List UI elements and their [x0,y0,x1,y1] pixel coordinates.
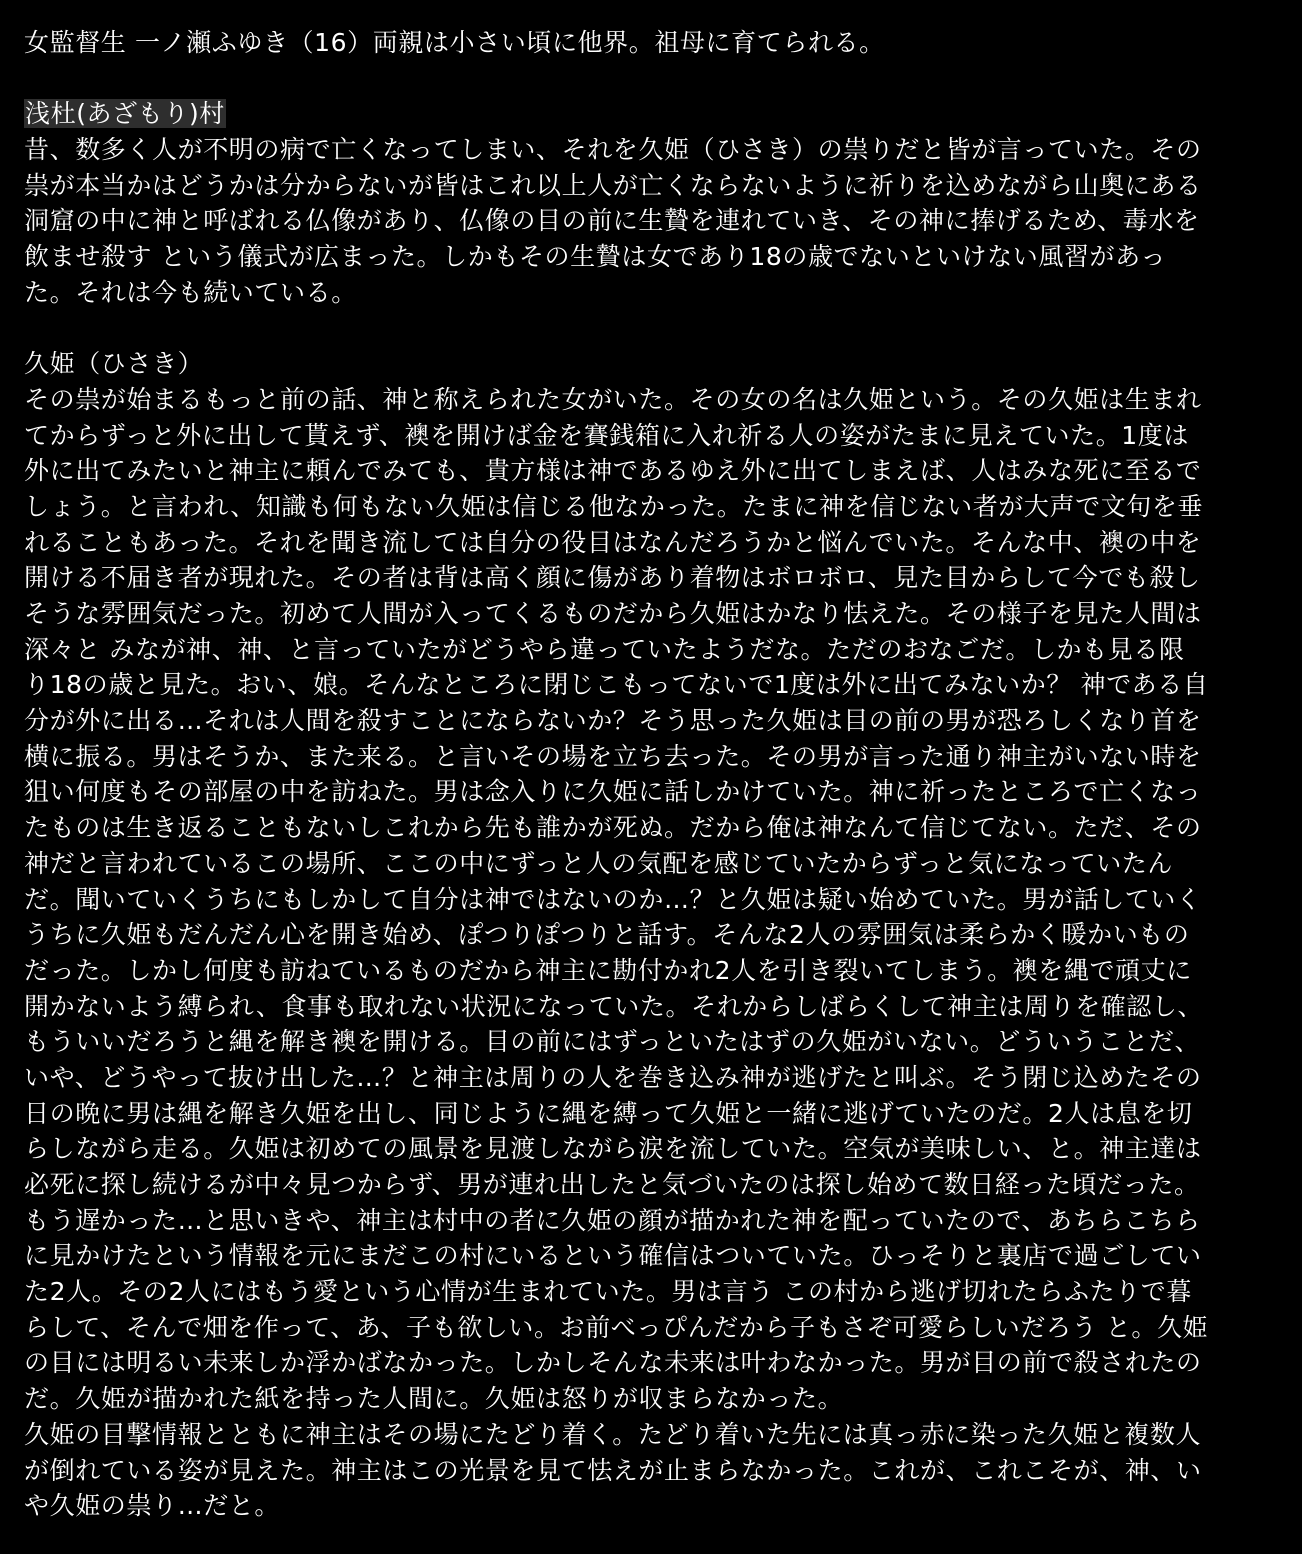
hisaki-line: 分が外に出る…それは人間を殺すことにならないか？そう思った久姫は目の前の男が恐ろしくなり首を [24,706,1202,736]
blank-line [24,311,1264,347]
hisaki-line: た2人。その2人にはもう愛という心情が生まれていた。男は言う この村から逃げ切れたらふたりで暮 [24,1277,1192,1307]
hisaki-line: その祟が始まるもっと前の話、神と称えられた女がいた。その女の名は久姫という。その久姫は生まれ [24,384,1202,414]
intro-line: 女監督生 一ノ瀬ふゆき（16）両親は小さい頃に他界。祖母に育てられる。 [24,28,885,57]
hisaki-line: 開ける不届き者が現れた。その者は背は高く顔に傷があり着物はボロボロ、見た目からして今でも殺し [24,563,1201,593]
hisaki-line: しょう。と言われ、知識も何もない久姫は信じる他なかった。たまに神を信じない者が大声で文句を垂 [24,491,1204,521]
hisaki-line: もう遅かった…と思いきや、神主は村中の者に久姫の顔が描かれた神を配っていたので、あちらこちら [24,1205,1201,1235]
hisaki-line: だ。久姫が描かれた紙を持った人間に。久姫は怒りが収まらなかった。 [24,1384,844,1414]
hisaki-line: らしながら走る。久姫は初めての風景を見渡しながら涙を流していた。空気が美味しい、と。神主達は [24,1134,1202,1164]
hisaki-line: だ。聞いていくうちにもしかして自分は神ではないのか…？と久姫は疑い始めていた。男が話していく [24,884,1202,914]
hisaki-line: らして、そんで畑を作って、あ、子も欲しい。お前べっぴんだから子もさぞ可愛らしいだろう と。久姫 [24,1312,1209,1342]
hisaki-line: 日の晩に男は縄を解き久姫を出し、同じように縄を縛って久姫と一緒に逃げていたのだ。2人は息を切 [24,1098,1193,1128]
hisaki-line: 開かないよう縛られ、食事も取れない状況になっていた。それからしばらくして神主は周りを確認し、 [24,991,1204,1021]
hisaki-line: 神だと言われているこの場所、ここの中にずっと人の気配を感じていたからずっと気になっていたん [24,848,1174,878]
hisaki-line: 横に振る。男はそうか、また来る。と言いその場を立ち去った。その男が言った通り神主がいない時を [24,741,1202,771]
hisaki-line: に見かけたという情報を元にまだこの村にいるという確信はついていた。ひっそりと裏店で過ごしてい [24,1241,1202,1271]
hisaki-line: れることもあった。それを聞き流しては自分の役目はなんだろうかと悩んでいた。そんな中、襖の中を [24,527,1202,557]
hisaki-line: が倒れている姿が見えた。神主はこの光景を見て怯えが止まらなかった。これが、これこそが、神、い [24,1455,1202,1485]
hisaki-line: そうな雰囲気だった。初めて人間が入ってくるものだから久姫はかなり怯えた。その様子を見た人間は [24,599,1202,628]
village-line: た。それは今も続いている。 [24,277,357,307]
hisaki-heading: 久姫（ひさき） [24,349,204,379]
hisaki-line: 外に出てみたいと神主に頼んでみても、貴方様は神であるゆえ外に出てしまえば、人はみな死に至るで [24,456,1202,486]
village-line: 昔、数多く人が不明の病で亡くなってしまい、それを久姫（ひさき）の祟りだと皆が言っていた。その [24,135,1202,165]
hisaki-line: だった。しかし何度も訪ねているものだから神主に勘付かれ2人を引き裂いてしまう。襖を縄で頑丈に [24,955,1192,985]
hisaki-line: うちに久姫もだんだん心を開き始め、ぽつりぽつりと話す。そんな2人の雰囲気は柔らかく暖かいもの [24,920,1190,950]
hisaki-line: 久姫の目撃情報とともに神主はその場にたどり着く。たどり着いた先には真っ赤に染った久姫と複数人 [24,1419,1202,1449]
hisaki-line: や久姫の祟り…だと。 [24,1491,281,1521]
hisaki-line: 深々と みなが神、神、と言っていたがどうやら違っていたようだな。ただのおなごだ。しかも見る限 [24,634,1185,664]
hisaki-line: り18の歳と見た。おい、娘。そんなところに閉じこもってないで1度は外に出てみないか？ 神である自 [24,670,1209,700]
hisaki-line: 狙い何度もその部屋の中を訪ねた。男は念入りに久姫に話しかけていた。神に祈ったところで亡くなっ [24,777,1202,807]
hisaki-line: いや、どうやって抜け出した…？と神主は周りの人を巻き込み神が逃げたと叫ぶ。そう閉じ込めたその [24,1062,1202,1092]
hisaki-line: の目には明るい未来しか浮かばなかった。しかしそんな未来は叶わなかった。男が目の前で殺されたの [24,1348,1202,1378]
village-line: 飲ませ殺す という儀式が広まった。しかもその生贄は女であり18の歳でないといけない風習があっ [24,242,1167,272]
hisaki-line: たものは生き返ることもないしこれから先も誰かが死ぬ。だから俺は神なんて信じてない。ただ、その [24,813,1202,843]
village-line: 祟が本当かはどうかは分からないが皆はこれ以上人が亡くならないように祈りを込めながら山奥にある [24,170,1202,200]
blank-line [24,61,1264,97]
village-heading: 浅杜(あざもり)村 [25,99,225,129]
village-line: 洞窟の中に神と呼ばれる仏像があり、仏像の目の前に生贄を連れていき、その神に捧げるため、毒水を [24,206,1200,236]
hisaki-line: もういいだろうと縄を解き襖を開ける。目の前にはずっといたはずの久姫がいない。どういうことだ、 [24,1027,1201,1057]
hisaki-line: 必死に探し続けるが中々見つからず、男が連れ出したと気づいたのは探し始めて数日経った頃だった。 [24,1170,1200,1199]
hisaki-line: てからずっと外に出して貰えず、襖を開けば金を賽銭箱に入れ祈る人の姿がたまに見えていた。1度は [24,420,1190,450]
village-heading-line [24,96,1264,132]
